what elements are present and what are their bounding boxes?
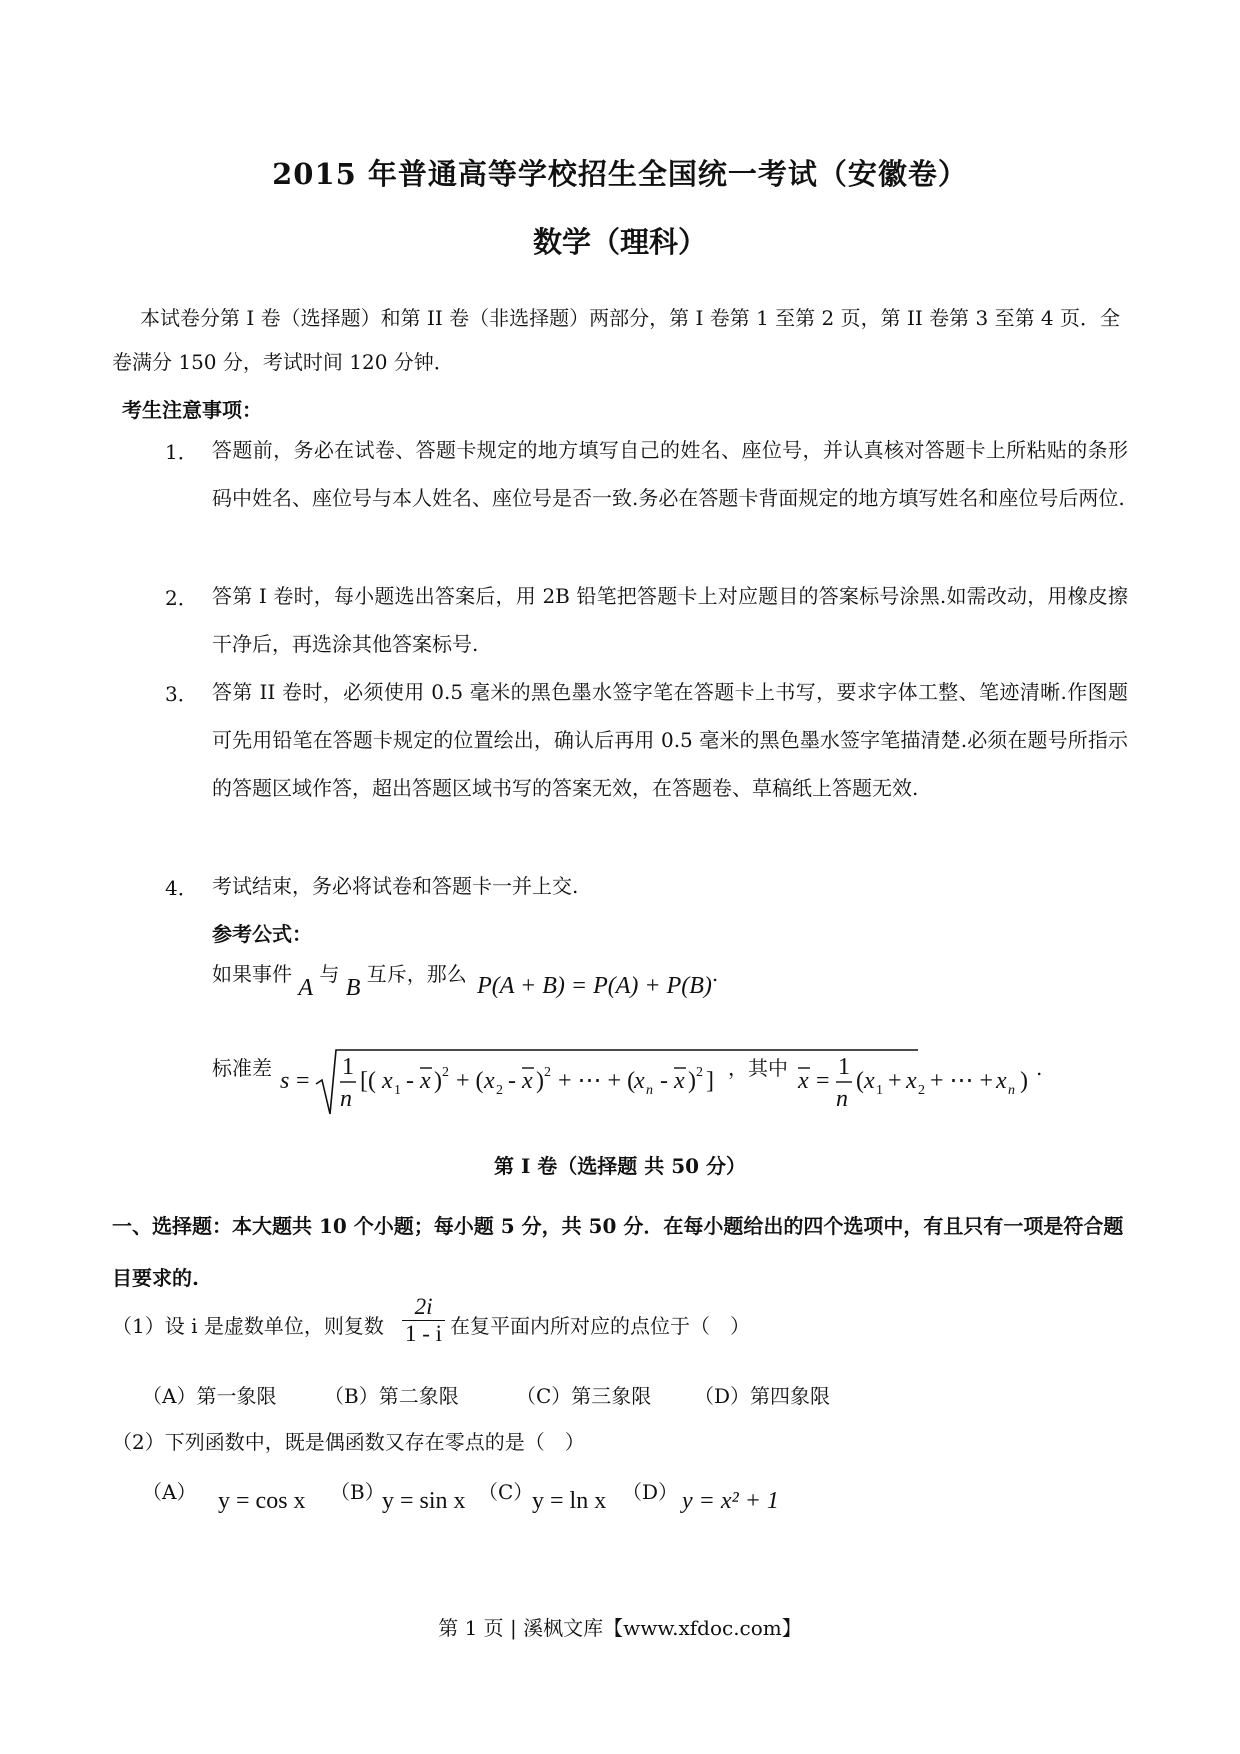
option-d: （D）第四象限 [694,1384,831,1408]
notice-number: 4． [165,876,198,900]
svg-text:x: x [798,1068,809,1094]
notice-text: 答第 II 卷时，必须使用 0.5 毫米的黑色墨水签字笔在答题卡上书写，要求字体工整、笔迹清晰.作图题可先用铅笔在答题卡规定的位置绘出，确认后再用 0.5 毫米的黑色墨水签字笔描清楚.必须在题号所指示的答题区域作答，超出答题区域书写的答案无效，在答题卷、草稿纸上答题无效. [212,680,1128,800]
svg-text:): ) [688,1068,696,1094]
page-subtitle: 数学（理科） [532,225,707,259]
svg-text:2: 2 [442,1065,449,1080]
notice-heading: 考生注意事项： [122,398,262,422]
formula-text: ，其中 [728,1056,788,1080]
complex-fraction [402,1294,445,1347]
question-1-options [142,1380,830,1409]
fraction-denominator: 1 - i [405,1321,443,1346]
question-2: （2）下列函数中，既是偶函数又存在零点的是（ ） [112,1430,585,1454]
svg-text:n: n [646,1083,653,1098]
svg-text:2: 2 [496,1083,503,1098]
svg-text:+ ⋯ + (: + ⋯ + ( [558,1068,636,1094]
formula-symbol: B [345,975,361,1001]
svg-text:n: n [340,1086,352,1112]
option-c: （C）第三象限 [516,1384,652,1408]
svg-text:-: - [508,1068,516,1094]
svg-text:n: n [836,1086,848,1112]
svg-text:1: 1 [342,1054,354,1080]
notice-text: 答第 I 卷时，每小题选出答案后，用 2B 铅笔把答题卡上对应题目的答案标号涂黑.如需改动，用橡皮擦干净后，再选涂其他答案标号. [212,584,1128,656]
svg-text:x: x [864,1068,875,1094]
part-title: 第 I 卷（选择题 共 50 分） [493,1154,746,1178]
mean-formula [792,1044,1112,1124]
notice-number: 2． [165,586,198,610]
svg-text:x: x [906,1068,917,1094]
svg-text:[(: [( [360,1068,376,1094]
formula-text: 与 [319,962,340,986]
svg-text:(: ( [856,1068,864,1094]
svg-text:1: 1 [394,1083,401,1098]
formula-text: 标准差 [212,1056,272,1080]
svg-text:x: x [382,1068,393,1094]
svg-text:): ) [1020,1068,1028,1094]
svg-text:1: 1 [838,1054,850,1080]
svg-text:+ ⋯ +: + ⋯ + [930,1068,994,1094]
formula-text: . [711,962,719,986]
formula-heading: 参考公式： [212,922,312,946]
formula-text: 互斥，那么 [366,962,467,986]
formula-text: 如果事件 [212,962,292,986]
svg-text:): ) [536,1068,544,1094]
option-b-label: （B） [330,1480,385,1504]
intro-paragraph: 本试卷分第 I 卷（选择题）和第 II 卷（非选择题）两部分，第 I 卷第 1 至第 2 页，第 II 卷第 3 至第 4 页．全卷满分 150 分，考试时间 120 分钟． [112,306,1121,374]
option-c-expr: y = ln x [532,1488,607,1514]
question-stem: （1）设 i 是虚数单位，则复数 [112,1314,384,1338]
page-title: 2015 年普通高等学校招生全国统一考试（安徽卷） [272,157,968,191]
question-2-options [142,1476,842,1526]
option-b: （B）第二象限 [324,1384,459,1408]
svg-text:s: s [280,1068,290,1094]
svg-text:1: 1 [876,1083,883,1098]
section-heading: 一、选择题：本大题共 10 个小题；每小题 5 分，共 50 分．在每小题给出的四个选项中，有且只有一项是符合题目要求的. [112,1214,1124,1290]
page-footer: 第 1 页 | 溪枫文库【www.xfdoc.com】 [438,1616,802,1640]
formula-expression: P(A + B) = P(A) + P(B) [477,973,712,999]
svg-text:2: 2 [918,1083,925,1098]
svg-text:-: - [406,1068,414,1094]
notice-text: 答题前，务必在试卷、答题卡规定的地方填写自己的姓名、座位号，并认真核对答题卡上所粘贴的条形码中姓名、座位号与本人姓名、座位号是否一致.务必在答题卡背面规定的地方填写姓名和座位号后两位. [212,438,1128,510]
formula-text: . [1036,1056,1043,1080]
svg-text:x: x [674,1068,685,1094]
svg-text:=: = [816,1068,830,1094]
svg-text:=: = [296,1068,310,1094]
formula-symbol: A [298,975,314,1001]
notice-text: 考试结束，务必将试卷和答题卡一并上交. [212,874,579,898]
svg-text:+ (: + ( [456,1068,484,1094]
svg-text:2: 2 [696,1065,703,1080]
option-a-label: （A） [142,1480,197,1504]
option-d-label: （D） [622,1480,679,1504]
option-c-label: （C） [478,1480,534,1504]
svg-text:): ) [434,1068,442,1094]
formula-mutually-exclusive [212,958,719,1001]
svg-text:x: x [484,1068,495,1094]
svg-text:x: x [996,1068,1007,1094]
notice-number: 1． [165,440,198,464]
option-a-expr: y = cos x [218,1488,306,1514]
option-a: （A）第一象限 [142,1384,277,1408]
option-b-expr: y = sin x [382,1488,466,1514]
svg-text:2: 2 [544,1065,551,1080]
notice-number: 3． [165,682,198,706]
svg-text:]: ] [706,1068,714,1094]
option-d-expr: y = x² + 1 [682,1488,779,1514]
fraction-numerator: 2i [402,1294,445,1321]
svg-text:x: x [522,1068,533,1094]
svg-text:x: x [420,1068,431,1094]
svg-text:+: + [888,1068,902,1094]
question-stem: 在复平面内所对应的点位于（ ） [450,1314,750,1338]
svg-text:n: n [1008,1083,1015,1098]
svg-text:x: x [634,1068,645,1094]
svg-text:-: - [660,1068,668,1094]
